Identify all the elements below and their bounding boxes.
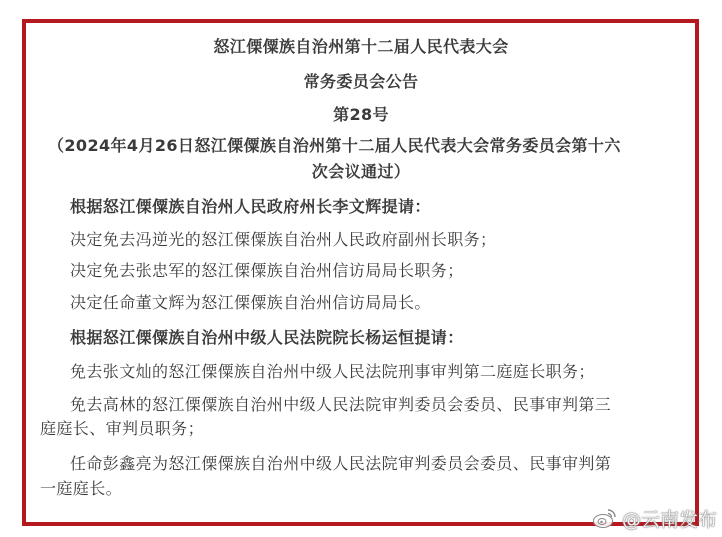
weibo-watermark <box>592 505 717 531</box>
title-line-1: 怒江傈僳族自治州第十二届人民代表大会 <box>213 37 509 56</box>
announcement-number: 第28号 <box>333 105 389 124</box>
weibo-logo-icon <box>592 507 618 529</box>
section-2-item-2-line-2: 庭庭长、审判员职务； <box>40 419 205 438</box>
subtitle-line-2: 次会议通过） <box>311 162 411 181</box>
section-2-heading: 根据怒江傈僳族自治州中级人民法院院长杨运恒提请： <box>70 328 464 347</box>
section-2-item-1: 免去张文灿的怒江傈僳族自治州中级人民法院刑事审判第二庭庭长职务； <box>70 362 595 381</box>
title-line-2: 常务委员会公告 <box>303 72 419 91</box>
section-1-item-1: 决定免去冯逆光的怒江傈僳族自治州人民政府副州长职务； <box>70 230 497 249</box>
section-1-item-2: 决定免去张忠军的怒江傈僳族自治州信访局局长职务； <box>70 261 464 280</box>
section-2-item-3-line-1: 任命彭鑫亮为怒江傈僳族自治州中级人民法院审判委员会委员、民事审判第 <box>70 454 612 473</box>
section-1-heading: 根据怒江傈僳族自治州人民政府州长李文辉提请： <box>70 197 431 216</box>
section-2-item-3-line-2: 一庭庭长。 <box>40 479 123 498</box>
section-2-item-2-line-1: 免去高林的怒江傈僳族自治州中级人民法院审判委员会委员、民事审判第三 <box>70 395 612 414</box>
subtitle-line-1: （2024年4月26日怒江傈僳族自治州第十二届人民代表大会常务委员会第十六 <box>48 136 621 155</box>
section-1-item-3: 决定任命董文辉为怒江傈僳族自治州信访局局长。 <box>70 293 431 312</box>
watermark-text: @云南发布 <box>622 508 718 531</box>
